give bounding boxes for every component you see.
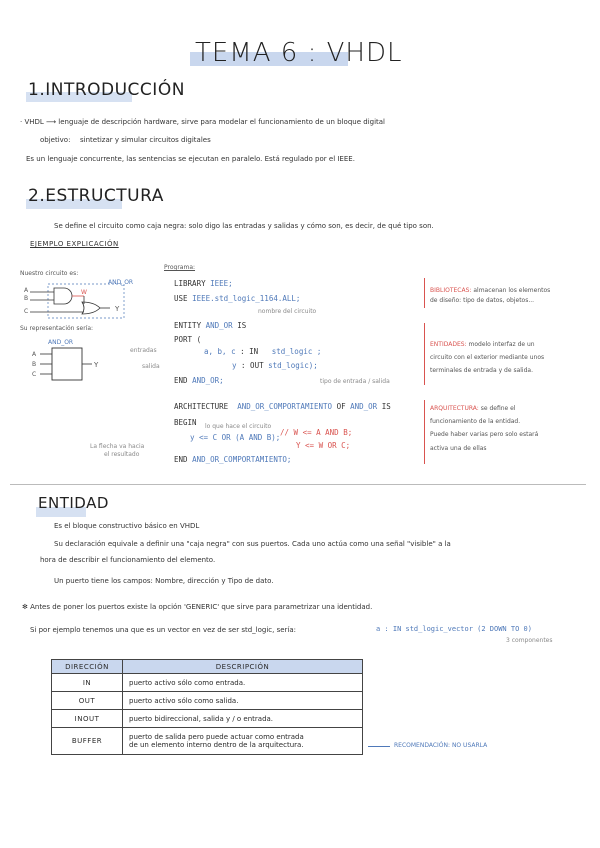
entidad-p5a: Si por ejemplo tenemos una que es un vector en vez de ser std_logic, sería: <box>30 626 297 634</box>
bibliotecas-note-2: de diseño: tipo de datos, objetos... <box>430 297 535 304</box>
code-assignment: y <= C OR (A AND B); <box>190 433 281 442</box>
table-cell-value: puerto activo sólo como entrada. <box>123 674 363 692</box>
table-cell-key: BUFFER <box>52 728 123 755</box>
entidad-p1: Es el bloque constructivo básico en VHDL <box>54 522 200 530</box>
table-header-row <box>52 660 363 674</box>
table-cell-line: puerto de salida pero puede actuar como entrada <box>129 733 304 741</box>
box-name-label: AND_OR <box>48 339 74 346</box>
arquitectura-note-2: funcionamiento de la entidad. <box>430 418 521 425</box>
box-pin-b: B <box>32 361 37 368</box>
code-alt-assignment: // W <= A AND B; <box>280 428 353 437</box>
code-use: USE IEEE.std_logic_1164.ALL; <box>174 294 301 303</box>
box-pin-c: C <box>32 371 37 378</box>
pin-c-label: C <box>24 308 29 315</box>
direccion-table <box>51 659 363 755</box>
estructura-intro: Se define el circuito como caja negra: solo digo las entradas y salidas y cómo son, es decir, de qué tipo son. <box>54 222 434 230</box>
box-pin-a: A <box>32 351 37 358</box>
table-row <box>52 674 363 692</box>
recomendacion-note: RECOMENDACIÓN: NO USARLA <box>394 742 488 749</box>
arquitectura-note: ARQUITECTURA: se define el <box>430 405 516 412</box>
table-cell-key: OUT <box>52 692 123 710</box>
entidades-note-2: circuito con el exterior mediante unos <box>430 354 545 361</box>
entradas-note: entradas <box>130 347 157 354</box>
code-port-out: y : OUT std_logic); <box>232 361 318 370</box>
code-end-architecture: END AND_OR_COMPORTAMIENTO; <box>174 455 292 464</box>
bibliotecas-note: BIBLIOTECAS: almacenan los elementos <box>430 287 551 294</box>
circuit-name-label: AND_OR <box>108 279 134 286</box>
table-cell-line: de un elemento interno dentro de la arquitectura. <box>129 741 304 749</box>
entidad-p3: Un puerto tiene los campos: Nombre, dirección y Tipo de dato. <box>54 577 274 585</box>
pin-w-label: W <box>81 289 87 296</box>
table-row <box>52 692 363 710</box>
code-begin: BEGIN <box>174 418 197 427</box>
nombre-circuito-note: nombre del circuito <box>258 308 317 315</box>
table-header-descripcion: DESCRIPCIÓN <box>123 660 363 674</box>
bracket-entidades <box>424 323 425 385</box>
salida-note: salida <box>142 363 160 370</box>
flecha-note: La flecha va hacia <box>90 443 145 450</box>
table-cell-value: puerto activo sólo como salida. <box>123 692 363 710</box>
arquitectura-note-3: Puede haber varias pero solo estará <box>430 431 539 438</box>
entidad-heading: ENTIDAD <box>38 494 109 512</box>
code-library: LIBRARY IEEE; <box>174 279 233 288</box>
section-introduccion-heading: 1.INTRODUCCIÓN <box>28 80 185 100</box>
section-estructura-heading: 2.ESTRUCTURA <box>28 186 164 206</box>
entidades-note-3: terminales de entrada y de salida. <box>430 367 533 374</box>
recomendacion-arrow <box>368 746 390 747</box>
flecha-note-2: el resultado <box>104 451 140 458</box>
code-architecture: ARCHITECTURE AND_OR_COMPORTAMIENTO OF AND_OR IS <box>174 402 391 411</box>
table-cell-value <box>123 728 363 755</box>
table-header-direccion: DIRECCIÓN <box>52 660 123 674</box>
intro-objetivo-text: sintetizar y simular circuitos digitales <box>80 136 211 144</box>
bracket-bibliotecas <box>424 278 425 308</box>
ejemplo-heading: EJEMPLO EXPLICACIÓN <box>30 240 119 248</box>
intro-objetivo-label: objetivo: <box>40 136 71 144</box>
entidad-p4: ✻ Antes de poner los puertos existe la opción 'GENERIC' que sirve para parametrizar una identidad. <box>22 603 373 611</box>
programa-label: Programa: <box>164 264 196 271</box>
code-port-in: a, b, c : IN std_logic ; <box>204 347 322 356</box>
code-port: PORT ( <box>174 335 202 344</box>
entidad-p2a: Su declaración equivale a definir una "caja negra" con sus puertos. Cada uno actúa como una señal "visible" a la <box>54 540 451 548</box>
pin-b-label: B <box>24 295 29 302</box>
entidades-note: ENTIDADES: modelo interfaz de un <box>430 341 535 348</box>
table-cell-key: INOUT <box>52 710 123 728</box>
table-cell-key: IN <box>52 674 123 692</box>
section-divider <box>10 484 586 485</box>
arquitectura-note-4: activa una de ellas <box>430 445 487 452</box>
table-row <box>52 710 363 728</box>
entidad-vector-example: a : IN std_logic_vector (2 DOWN TO 0) <box>376 625 532 633</box>
page-title: TEMA 6 : VHDL <box>195 38 403 68</box>
box-pin-y: Y <box>94 361 99 369</box>
entidad-p2b: hora de describir el funcionamiento del elemento. <box>40 556 216 564</box>
representacion-label: Su representación sería: <box>20 325 94 332</box>
nuestro-circuito-label: Nuestro circuito es: <box>20 270 79 277</box>
intro-line-1: · VHDL ⟶ lenguaje de descripción hardware, sirve para modelar el funcionamiento de un bloque digital <box>20 118 386 126</box>
componentes-note: 3 componentes <box>506 637 553 644</box>
code-entity: ENTITY AND_OR IS <box>174 321 247 330</box>
bracket-arquitectura <box>424 400 425 464</box>
pin-y-label: Y <box>115 305 120 313</box>
lo-que-hace-note: lo que hace el circuito <box>205 423 272 430</box>
intro-line-3: Es un lenguaje concurrente, las sentencias se ejecutan en paralelo. Está regulado por el IEEE. <box>26 155 355 163</box>
code-alt-assignment-2: Y <= W OR C; <box>296 441 351 450</box>
and-or-gate-diagram <box>20 282 130 322</box>
table-row <box>52 728 363 755</box>
table-cell-value: puerto bidireccional, salida y / o entrada. <box>123 710 363 728</box>
pin-a-label: A <box>24 287 29 294</box>
code-end-entity: END AND_OR; <box>174 376 224 385</box>
tipo-note: tipo de entrada / salida <box>320 378 390 385</box>
